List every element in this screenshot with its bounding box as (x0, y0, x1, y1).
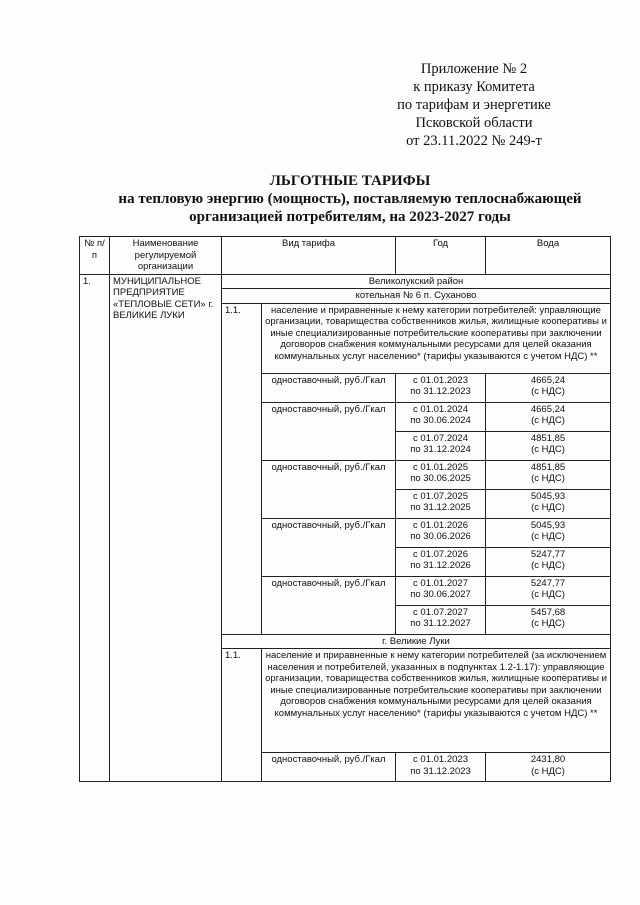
tariff-type: одноставочный, руб./Гкал (262, 518, 396, 576)
tariff-value: 5457,68 (с НДС) (486, 605, 611, 634)
title-line: ЛЬГОТНЫЕ ТАРИФЫ (269, 173, 431, 189)
tariff-type: одноставочный, руб./Гкал (262, 373, 396, 402)
header-water: Вода (486, 237, 611, 275)
period-cell: с 01.01.2023 по 31.12.2023 (396, 753, 486, 782)
tariff-value: 2431,80 (с НДС) (486, 753, 611, 782)
header-org: Наименование регулируемой организации (110, 237, 222, 275)
tariff-type: одноставочный, руб./Гкал (262, 402, 396, 460)
tariff-value: 4851,85 (с НДС) (486, 431, 611, 460)
title-line: на тепловую энергию (мощность), поставляемую теплоснабжающей (118, 191, 582, 207)
document-title (60, 172, 640, 226)
header-num: № п/п (80, 237, 110, 275)
header-year: Год (396, 237, 486, 275)
appendix-block (384, 60, 564, 150)
tariff-value: 5247,77 (с НДС) (486, 547, 611, 576)
period-cell: с 01.07.2027 по 31.12.2027 (396, 605, 486, 634)
period-cell: с 01.01.2025 по 30.06.2025 (396, 460, 486, 489)
period-cell: с 01.07.2026 по 31.12.2026 (396, 547, 486, 576)
period-cell: с 01.01.2023 по 31.12.2023 (396, 373, 486, 402)
appendix-line: Псковской области (415, 115, 533, 131)
appendix-line: от 23.11.2022 № 249-т (406, 133, 542, 149)
period-cell: с 01.01.2027 по 30.06.2027 (396, 576, 486, 605)
district-label: г. Великие Луки (222, 634, 611, 649)
boiler-label: котельная № 6 п. Суханово (222, 289, 611, 304)
appendix-line: по тарифам и энергетике (397, 97, 551, 113)
tariff-value: 5045,93 (с НДС) (486, 518, 611, 547)
org-number: 1. (80, 274, 110, 782)
subsection-description: население и приравненные к нему категории потребителей (за исключением населения и потребителей, указанных в подпунктах 1.2-1.17): управляющие организации, товарищества собственников жилья, жилищные кооперативы и иные специализированные потребительские кооперативы при заключении договоров снабжения коммунальными ресурсами для целей оказания коммунальных услуг населению* (тарифы указываются с учетом НДС) ** (262, 649, 611, 753)
district-label: Великолукский район (222, 274, 611, 289)
tariff-type: одноставочный, руб./Гкал (262, 753, 396, 782)
period-cell: с 01.07.2024 по 31.12.2024 (396, 431, 486, 460)
tariff-value: 5045,93 (с НДС) (486, 489, 611, 518)
tariff-table (79, 236, 611, 782)
table-row (80, 274, 611, 289)
period-cell: с 01.01.2024 по 30.06.2024 (396, 402, 486, 431)
org-name: МУНИЦИПАЛЬНОЕ ПРЕДПРИЯТИЕ «ТЕПЛОВЫЕ СЕТИ» г. ВЕЛИКИЕ ЛУКИ (110, 274, 222, 782)
tariff-type: одноставочный, руб./Гкал (262, 460, 396, 518)
tariff-value: 5247,77 (с НДС) (486, 576, 611, 605)
title-line: организацией потребителям, на 2023-2027 годы (189, 209, 511, 225)
tariff-value: 4665,24 (с НДС) (486, 402, 611, 431)
tariff-type: одноставочный, руб./Гкал (262, 576, 396, 634)
table-header-row (80, 237, 611, 275)
period-cell: с 01.07.2025 по 31.12.2025 (396, 489, 486, 518)
period-cell: с 01.01.2026 по 30.06.2026 (396, 518, 486, 547)
subsection-number: 1.1. (222, 649, 262, 782)
appendix-line: Приложение № 2 (420, 61, 528, 77)
tariff-value: 4665,24 (с НДС) (486, 373, 611, 402)
subsection-description: население и приравненные к нему категории потребителей: управляющие организации, товарищества собственников жилья, жилищные кооперативы и иные специализированные потребительские кооперативы при заключении договоров снабжения коммунальными ресурсами для целей оказания коммунальных услуг населению* (тарифы указываются с учетом НДС) ** (262, 303, 611, 373)
tariff-value: 4851,85 (с НДС) (486, 460, 611, 489)
appendix-line: к приказу Комитета (413, 79, 535, 95)
subsection-number: 1.1. (222, 303, 262, 634)
header-type: Вид тарифа (222, 237, 396, 275)
